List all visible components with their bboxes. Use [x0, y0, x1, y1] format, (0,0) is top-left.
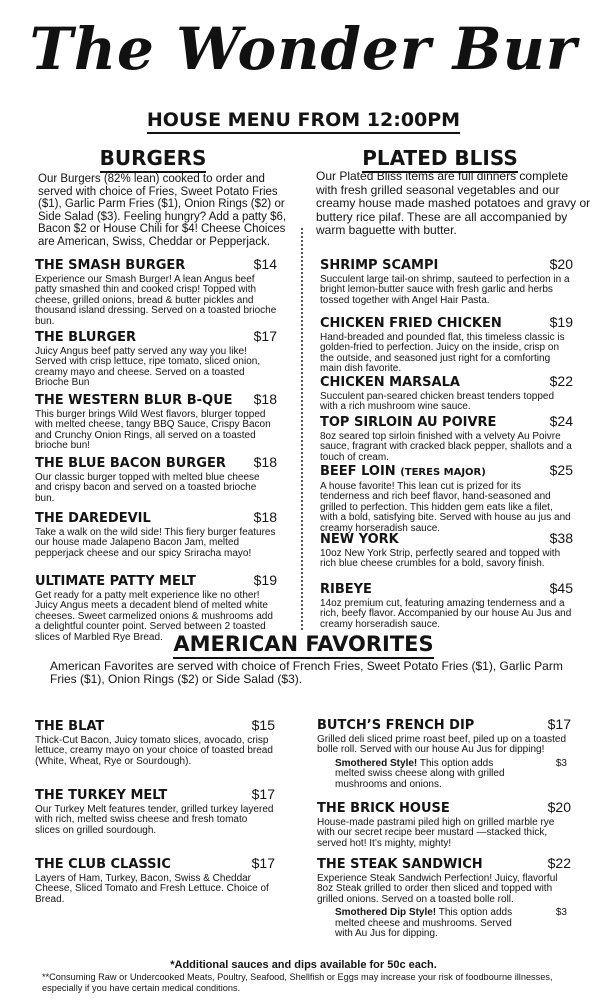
menu-item: [320, 580, 573, 630]
item-name: TOP SIRLOIN AU POIVRE: [320, 415, 497, 430]
item-name-text: BEEF LOIN: [320, 464, 396, 479]
menu-subtitle: [0, 108, 607, 132]
menu-item: [35, 786, 275, 836]
menu-item: [35, 328, 277, 389]
item-description: Get ready for a patty melt experience like no other! Juicy Angus meets a decadent blend of melted white cheeses. Sweet carmelized onions & mushrooms add a delightful counter point. Served between 2 toasted slices of Marbled Rye Bread.: [35, 590, 273, 643]
burgers-intro: Our Burgers (82% lean) cooked to order and served with choice of Fries, Sweet Potato Fries ($1), Garlic Parm Fries ($1), Onion Rings ($2) or Side Salad ($3). Feeling hungry? Add a patty $6, Bacon $2 or House Chili for $4! Cheese Choices are American, Swiss, Cheddar or Pepperjack.: [38, 173, 287, 248]
item-price: $38: [549, 530, 573, 546]
item-description: Grilled deli sliced prime roast beef, piled up on a toasted bolle roll. Served with our house Au Jus for dipping!: [317, 734, 567, 756]
american-favorites-heading-text: AMERICAN FAVORITES: [173, 632, 433, 659]
menu-item: [35, 509, 277, 559]
item-price: $20: [547, 799, 571, 815]
item-description: Take a walk on the wild side! This fiery burger features our house made Jalapeno Bacon Jam, melted pepperjack cheese and our spicy Sriracha mayo!: [35, 527, 276, 559]
american-favorites-intro: American Favorites are served with choice of French Fries, Sweet Potato Fries ($1), Garlic Parm Fries ($1), Onion Rings ($2) or Side Salad ($3).: [50, 659, 563, 686]
item-description: Juicy Angus beef patty served any way you like! Served with crisp lettuce, ripe tomato, sliced onion, creamy mayo and cheese. Served on a toasted Brioche Bun: [35, 346, 261, 389]
menu-item: [317, 799, 571, 849]
item-name: ULTIMATE PATTY MELT: [35, 574, 196, 589]
item-price: $14: [253, 256, 277, 272]
item-name: THE BLAT: [35, 719, 105, 734]
addon-title: Smothered Dip Style!: [335, 907, 437, 919]
item-name: THE STEAK SANDWICH: [317, 857, 483, 872]
item-description: This burger brings Wild West flavors, blurger topped with melted cheese, tangy BBQ Sauce, Crispy Bacon and Crunchy Onion Rings, all served on a toasted brioche bun!: [35, 409, 271, 452]
menu-item: [320, 314, 573, 375]
sauces-note: *Additional sauces and dips available for 50c each.: [170, 959, 437, 971]
item-price: $18: [253, 454, 277, 470]
item-name: THE DAREDEVIL: [35, 511, 151, 526]
item-price: $24: [549, 413, 573, 429]
addon-text: [335, 908, 520, 939]
item-name: CHICKEN MARSALA: [320, 375, 460, 390]
addon-option: [335, 908, 571, 939]
addon-description: This option adds melted swiss cheese along with grilled mushrooms and onions.: [335, 757, 505, 790]
item-price: $22: [549, 373, 573, 389]
item-description: 8oz seared top sirloin finished with a velvety Au Poivre sauce, fragrant with cracked black pepper, shallots and a touch of cream.: [320, 431, 572, 463]
menu-item: [320, 373, 573, 413]
item-name: [320, 464, 486, 481]
menu-subtitle-text: HOUSE MENU FROM 12:00PM: [147, 109, 460, 134]
item-name: SHRIMP SCAMPI: [320, 258, 439, 273]
item-price: $17: [547, 716, 571, 732]
item-description: Our classic burger topped with melted blue cheese and crispy bacon and served on a toasted brioche bun.: [35, 472, 260, 504]
menu-item: [35, 391, 277, 452]
item-name: RIBEYE: [320, 582, 372, 597]
item-name: BUTCH’S FRENCH DIP: [317, 718, 475, 733]
item-price: $17: [251, 786, 275, 802]
menu-item: [35, 256, 277, 327]
item-name: THE BRICK HOUSE: [317, 801, 450, 816]
item-description: Succulent large tail-on shrimp, sauteed to perfection in a bright lemon-butter sauce with fresh garlic and herbs tossed together with Angel Hair Pasta.: [320, 274, 570, 306]
item-price: $17: [251, 855, 275, 871]
addon-price: $3: [555, 757, 567, 769]
item-name: THE WESTERN BLUR B-QUE: [35, 393, 233, 408]
item-name: CHICKEN FRIED CHICKEN: [320, 316, 502, 331]
menu-item: [320, 256, 573, 306]
item-price: $19: [253, 572, 277, 588]
item-description: Succulent pan-seared chicken breast tenders topped with a rich mushroom wine sauce.: [320, 391, 555, 413]
menu-item: [35, 717, 275, 767]
item-description: House-made pastrami piled high on grilled marble rye with our secret recipe beer mustard —stacked thick, served hot! It’s mighty, mighty!: [317, 817, 555, 849]
item-description: 14oz premium cut, featuring amazing tenderness and a rich, beefy flavor. Accompanied by our house Au Jus and creamy horseradish sauce.: [320, 598, 572, 630]
item-name: THE SMASH BURGER: [35, 258, 186, 273]
addon-description: This option adds melted cheese and mushrooms. Served with Au Jus for dipping.: [335, 907, 513, 940]
menu-item: [320, 530, 573, 570]
item-description: Hand-breaded and pounded flat, this timeless classic is golden-fried to perfection. Juicy on the inside, crisp on the outside, and seasoned just right for a comforting main dish favorite.: [320, 332, 565, 375]
item-price: $19: [549, 314, 573, 330]
menu-item: [317, 855, 571, 939]
menu-item: [317, 716, 571, 790]
item-name: THE TURKEY MELT: [35, 788, 168, 803]
item-price: $45: [549, 580, 573, 596]
item-price: $18: [253, 509, 277, 525]
item-price: $18: [253, 391, 277, 407]
item-price: $15: [251, 717, 275, 733]
burgers-heading-text: BURGERS: [100, 146, 207, 173]
item-name: THE CLUB CLASSIC: [35, 857, 171, 872]
item-description: Layers of Ham, Turkey, Bacon, Swiss & Cheddar Cheese, Sliced Tomato and Fresh Lettuce. Choice of Bread.: [35, 873, 269, 905]
item-description: Experience our Smash Burger! A lean Angus beef patty smashed thin and cooked crisp! Topped with cheese, grilled onions, bread & butter pickles and thousand island dressing. Served on a toasted brioche bun.: [35, 274, 277, 327]
item-description: Experience Steak Sandwich Perfection! Juicy, flavorful 8oz Steak grilled to order then sliced and topped with grilled onions. Served on a toasted bolle roll.: [317, 873, 558, 905]
plated-bliss-intro: Our Plated Bliss items are full dinners complete with fresh grilled seasonal vegetables and our creamy house made mashed potatoes and gravy or buttery rice pilaf. These are all accompanied by warm baguette with butter.: [316, 169, 591, 237]
column-divider: [301, 228, 303, 630]
addon-title: Smothered Style!: [335, 757, 418, 769]
health-disclaimer: **Consuming Raw or Undercooked Meats, Poultry, Seafood, Shellfish or Eggs may increase your risk of foodbourne illnesses, especially if you have certain medical conditions.: [42, 972, 553, 993]
item-price: $20: [549, 256, 573, 272]
restaurant-logo-title: The Wonder Bur: [29, 15, 578, 83]
item-description: 10oz New York Strip, perfectly seared and topped with rich blue cheese crumbles for a bold, savory finish.: [320, 548, 561, 570]
plated-bliss-heading: [315, 146, 565, 170]
item-name: NEW YORK: [320, 532, 399, 547]
addon-text: [335, 759, 520, 790]
menu-item: [35, 855, 275, 905]
item-name: THE BLURGER: [35, 330, 137, 345]
addon-option: [335, 759, 571, 790]
item-price: $17: [253, 328, 277, 344]
menu-item: [320, 413, 573, 463]
menu-item: [35, 454, 277, 504]
plated-bliss-heading-text: PLATED BLISS: [362, 146, 518, 173]
item-price: $22: [547, 855, 571, 871]
item-name: THE BLUE BACON BURGER: [35, 456, 226, 471]
menu-item: [320, 462, 573, 534]
american-favorites-heading: [0, 632, 607, 656]
item-price: $25: [549, 462, 573, 478]
addon-price: $3: [555, 907, 567, 919]
item-description: A house favorite! This lean cut is prized for its tenderness and rich beef flavor, hand-seasoned and grilled to perfection. This hidden gem eats like a filet, with a bold, satisfying bite. Served with house au jus and creamy horseradish sauce.: [320, 481, 571, 534]
item-subtitle: (TERES MAJOR): [400, 467, 486, 478]
burgers-heading: [38, 146, 268, 170]
item-description: Thick-Cut Bacon, Juicy tomato slices, avocado, crisp lettuce, creamy mayo on your choice of toasted bread (White, Wheat, Rye or Sourdough).: [35, 735, 273, 767]
item-description: Our Turkey Melt features tender, grilled turkey layered with rich, melted swiss cheese and fresh tomato slices on grilled sourdough.: [35, 804, 274, 836]
